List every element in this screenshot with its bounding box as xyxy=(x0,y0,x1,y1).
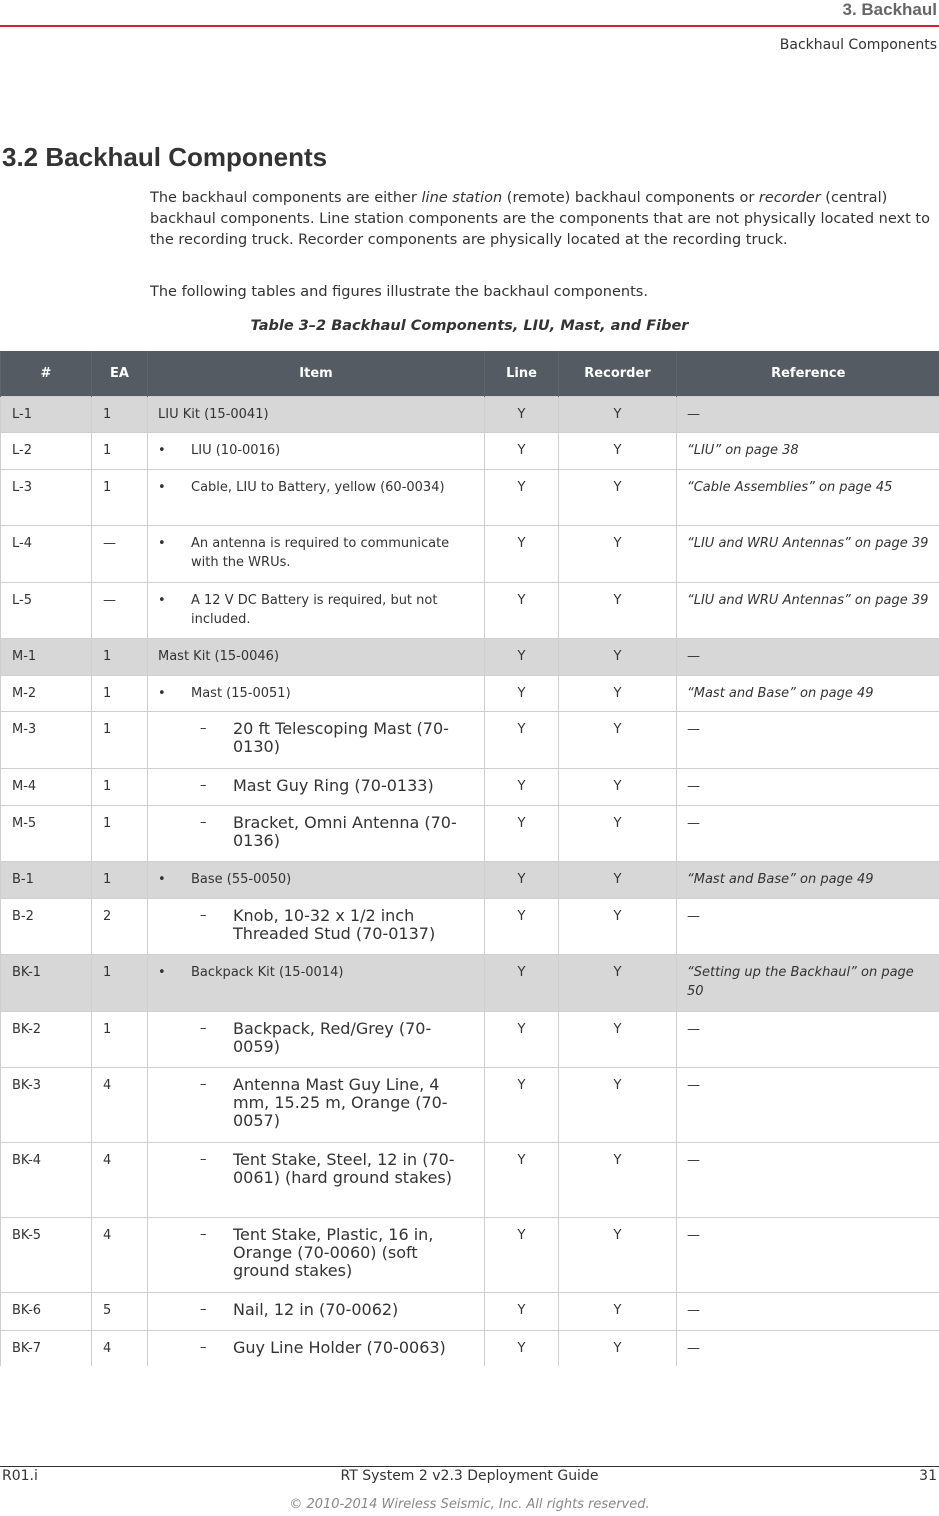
row-item-cell: LIU Kit (15-0041) xyxy=(148,397,485,433)
row-ea-cell: 5 xyxy=(92,1293,148,1331)
table-row xyxy=(1,862,939,899)
row-id-cell: BK-3 xyxy=(1,1068,92,1143)
row-line-cell: Y xyxy=(485,583,559,639)
row-id-cell: L-5 xyxy=(1,583,92,639)
table-row xyxy=(1,899,939,955)
footer-page-number: 31 xyxy=(919,1468,937,1484)
row-id-cell: M-5 xyxy=(1,806,92,862)
row-item-cell xyxy=(148,583,485,639)
row-item-cell xyxy=(148,862,485,899)
row-recorder-cell: Y xyxy=(559,676,677,712)
row-line-cell: Y xyxy=(485,712,559,769)
row-id-cell: BK-1 xyxy=(1,955,92,1012)
row-id-cell: L-2 xyxy=(1,433,92,470)
dash-icon: – xyxy=(200,908,207,923)
row-ea-cell: — xyxy=(92,526,148,583)
row-ea-cell: 4 xyxy=(92,1068,148,1143)
row-line-cell: Y xyxy=(485,676,559,712)
row-ea-cell: 2 xyxy=(92,899,148,955)
row-ea-cell: 4 xyxy=(92,1143,148,1218)
item-label: Antenna Mast Guy Line, 4 mm, 15.25 m, Orange (70-0057) xyxy=(233,1075,448,1130)
row-reference-cell: “Mast and Base” on page 49 xyxy=(677,676,939,712)
intro-text-a: The backhaul components are either xyxy=(150,190,422,206)
row-ea-cell: 1 xyxy=(92,806,148,862)
row-line-cell: Y xyxy=(485,899,559,955)
row-reference-cell: “Cable Assemblies” on page 45 xyxy=(677,470,939,526)
row-line-cell: Y xyxy=(485,639,559,676)
dash-icon: – xyxy=(200,1302,207,1317)
col-header-item: Item xyxy=(148,351,485,397)
row-line-cell: Y xyxy=(485,806,559,862)
dash-icon: – xyxy=(200,1227,207,1242)
table-row xyxy=(1,1218,939,1293)
dash-icon: – xyxy=(200,1021,207,1036)
row-id-cell: BK-7 xyxy=(1,1331,92,1369)
row-recorder-cell: Y xyxy=(559,583,677,639)
table-row xyxy=(1,1068,939,1143)
item-label: Knob, 10-32 x 1/2 inch Threaded Stud (70-0137) xyxy=(233,906,436,943)
row-item-cell xyxy=(148,1068,485,1143)
item-label: Backpack Kit (15-0014) xyxy=(191,965,344,980)
dash-icon: – xyxy=(200,721,207,736)
row-id-cell: M-2 xyxy=(1,676,92,712)
bullet-icon: • xyxy=(158,593,166,608)
row-id-cell: B-1 xyxy=(1,862,92,899)
item-label: Base (55-0050) xyxy=(191,872,292,887)
row-recorder-cell: Y xyxy=(559,1068,677,1143)
table-row xyxy=(1,676,939,712)
row-recorder-cell: Y xyxy=(559,769,677,806)
row-id-cell: BK-5 xyxy=(1,1218,92,1293)
row-ea-cell: 1 xyxy=(92,470,148,526)
intro-text-b: (remote) backhaul components or xyxy=(502,190,759,206)
item-label: A 12 V DC Battery is required, but not included. xyxy=(191,593,438,627)
row-item-cell xyxy=(148,955,485,1012)
table-row xyxy=(1,639,939,676)
row-reference-cell: — xyxy=(677,1293,939,1331)
row-ea-cell: 1 xyxy=(92,397,148,433)
table-body xyxy=(1,397,939,1369)
table-row xyxy=(1,712,939,769)
row-line-cell: Y xyxy=(485,1331,559,1369)
intro-paragraph-2: The following tables and figures illustrate the backhaul components. xyxy=(150,284,648,300)
col-header-number: # xyxy=(1,351,92,397)
row-reference-cell: — xyxy=(677,1331,939,1369)
item-label: Nail, 12 in (70-0062) xyxy=(233,1300,399,1319)
row-line-cell: Y xyxy=(485,470,559,526)
header-rule xyxy=(0,25,939,27)
table-row xyxy=(1,470,939,526)
bullet-icon: • xyxy=(158,480,166,495)
row-item-cell xyxy=(148,712,485,769)
row-recorder-cell: Y xyxy=(559,1293,677,1331)
dash-icon: – xyxy=(200,1077,207,1092)
row-reference-cell: — xyxy=(677,1012,939,1068)
row-reference-cell: — xyxy=(677,1068,939,1143)
row-line-cell: Y xyxy=(485,1218,559,1293)
item-label: Mast Guy Ring (70-0133) xyxy=(233,776,434,795)
row-reference-cell: “LIU and WRU Antennas” on page 39 xyxy=(677,583,939,639)
footer-revision: R01.i xyxy=(2,1468,38,1484)
dash-icon: – xyxy=(200,778,207,793)
row-ea-cell: 1 xyxy=(92,433,148,470)
row-ea-cell: 1 xyxy=(92,1012,148,1068)
row-recorder-cell: Y xyxy=(559,1143,677,1218)
item-label: Bracket, Omni Antenna (70-0136) xyxy=(233,813,457,850)
footer-guide-title: RT System 2 v2.3 Deployment Guide xyxy=(340,1468,599,1484)
row-item-cell xyxy=(148,1012,485,1068)
row-recorder-cell: Y xyxy=(559,862,677,899)
components-table xyxy=(0,351,939,1369)
row-recorder-cell: Y xyxy=(559,433,677,470)
row-line-cell: Y xyxy=(485,433,559,470)
item-label: An antenna is required to communicate with the WRUs. xyxy=(191,536,450,570)
row-ea-cell: 1 xyxy=(92,676,148,712)
row-item-cell: Mast Kit (15-0046) xyxy=(148,639,485,676)
row-item-cell xyxy=(148,899,485,955)
row-reference-cell: “Setting up the Backhaul” on page 50 xyxy=(677,955,939,1012)
row-ea-cell: 1 xyxy=(92,769,148,806)
row-recorder-cell: Y xyxy=(559,1331,677,1369)
intro-paragraph xyxy=(150,188,936,251)
row-reference-cell: — xyxy=(677,1218,939,1293)
dash-icon: – xyxy=(200,815,207,830)
intro-term-recorder: recorder xyxy=(758,190,821,206)
row-id-cell: L-4 xyxy=(1,526,92,583)
row-item-cell xyxy=(148,526,485,583)
row-ea-cell: 4 xyxy=(92,1331,148,1369)
row-recorder-cell: Y xyxy=(559,639,677,676)
row-id-cell: BK-4 xyxy=(1,1143,92,1218)
row-reference-cell: — xyxy=(677,899,939,955)
chapter-title: 3. Backhaul xyxy=(842,0,937,19)
row-id-cell: B-2 xyxy=(1,899,92,955)
row-id-cell: M-1 xyxy=(1,639,92,676)
row-line-cell: Y xyxy=(485,769,559,806)
table-row xyxy=(1,769,939,806)
table-row xyxy=(1,1331,939,1369)
row-reference-cell: — xyxy=(677,712,939,769)
bullet-icon: • xyxy=(158,686,166,701)
row-line-cell: Y xyxy=(485,862,559,899)
row-recorder-cell: Y xyxy=(559,470,677,526)
row-id-cell: BK-2 xyxy=(1,1012,92,1068)
row-ea-cell: 1 xyxy=(92,862,148,899)
row-item-cell xyxy=(148,433,485,470)
row-item-cell xyxy=(148,1143,485,1218)
row-item-cell xyxy=(148,769,485,806)
row-ea-cell: 1 xyxy=(92,712,148,769)
row-recorder-cell: Y xyxy=(559,397,677,433)
table-row xyxy=(1,1012,939,1068)
bullet-icon: • xyxy=(158,965,166,980)
table-row xyxy=(1,806,939,862)
item-label: Guy Line Holder (70-0063) xyxy=(233,1338,446,1357)
row-reference-cell: — xyxy=(677,639,939,676)
item-label: LIU (10-0016) xyxy=(191,443,281,458)
row-line-cell: Y xyxy=(485,526,559,583)
row-reference-cell: — xyxy=(677,397,939,433)
row-line-cell: Y xyxy=(485,397,559,433)
row-id-cell: BK-6 xyxy=(1,1293,92,1331)
row-recorder-cell: Y xyxy=(559,899,677,955)
row-id-cell: L-1 xyxy=(1,397,92,433)
row-recorder-cell: Y xyxy=(559,1218,677,1293)
row-line-cell: Y xyxy=(485,1068,559,1143)
row-reference-cell: “LIU and WRU Antennas” on page 39 xyxy=(677,526,939,583)
col-header-recorder: Recorder xyxy=(559,351,677,397)
row-recorder-cell: Y xyxy=(559,955,677,1012)
row-reference-cell: — xyxy=(677,769,939,806)
row-id-cell: L-3 xyxy=(1,470,92,526)
item-label: Backpack, Red/Grey (70-0059) xyxy=(233,1019,432,1056)
row-item-cell xyxy=(148,806,485,862)
intro-term-line-station: line station xyxy=(421,190,503,206)
row-recorder-cell: Y xyxy=(559,806,677,862)
table-row xyxy=(1,1293,939,1331)
item-label: 20 ft Telescoping Mast (70-0130) xyxy=(233,719,449,756)
item-label: Tent Stake, Steel, 12 in (70-0061) (hard ground stakes) xyxy=(233,1150,455,1187)
item-label: Mast (15-0051) xyxy=(191,686,291,701)
row-line-cell: Y xyxy=(485,955,559,1012)
item-label: Tent Stake, Plastic, 16 in, Orange (70-0060) (soft ground stakes) xyxy=(233,1225,434,1280)
row-line-cell: Y xyxy=(485,1143,559,1218)
row-recorder-cell: Y xyxy=(559,1012,677,1068)
table-row xyxy=(1,433,939,470)
section-heading: 3.2 Backhaul Components xyxy=(2,142,328,172)
col-header-reference: Reference xyxy=(677,351,939,397)
col-header-ea: EA xyxy=(92,351,148,397)
row-ea-cell: — xyxy=(92,583,148,639)
row-recorder-cell: Y xyxy=(559,712,677,769)
row-reference-cell: — xyxy=(677,1143,939,1218)
footer-rule xyxy=(0,1466,939,1467)
row-ea-cell: 4 xyxy=(92,1218,148,1293)
row-item-cell xyxy=(148,1218,485,1293)
row-ea-cell: 1 xyxy=(92,639,148,676)
table-row xyxy=(1,526,939,583)
table-row xyxy=(1,955,939,1012)
bullet-icon: • xyxy=(158,872,166,887)
bullet-icon: • xyxy=(158,443,166,458)
table-row xyxy=(1,583,939,639)
table-cutoff xyxy=(0,1366,939,1380)
footer-copyright: © 2010-2014 Wireless Seismic, Inc. All rights reserved. xyxy=(289,1497,650,1512)
intro-text-c: (central) backhaul components. Line station components are the components that are not physically located next to the recording truck. Recorder components are physically located at the recording truck. xyxy=(150,190,930,248)
row-reference-cell: “LIU” on page 38 xyxy=(677,433,939,470)
section-subtitle: Backhaul Components xyxy=(779,37,937,53)
table-row xyxy=(1,397,939,433)
row-line-cell: Y xyxy=(485,1012,559,1068)
row-reference-cell: “Mast and Base” on page 49 xyxy=(677,862,939,899)
row-ea-cell: 1 xyxy=(92,955,148,1012)
dash-icon: – xyxy=(200,1152,207,1167)
row-item-cell xyxy=(148,470,485,526)
table-row xyxy=(1,1143,939,1218)
row-item-cell xyxy=(148,1331,485,1369)
row-item-cell xyxy=(148,1293,485,1331)
table-caption: Table 3–2 Backhaul Components, LIU, Mast, and Fiber xyxy=(250,318,689,334)
item-label: Cable, LIU to Battery, yellow (60-0034) xyxy=(191,480,445,495)
dash-icon: – xyxy=(200,1340,207,1355)
bullet-icon: • xyxy=(158,536,166,551)
row-line-cell: Y xyxy=(485,1293,559,1331)
row-id-cell: M-3 xyxy=(1,712,92,769)
col-header-line: Line xyxy=(485,351,559,397)
row-recorder-cell: Y xyxy=(559,526,677,583)
row-reference-cell: — xyxy=(677,806,939,862)
table-header-row xyxy=(1,351,939,397)
row-id-cell: M-4 xyxy=(1,769,92,806)
row-item-cell xyxy=(148,676,485,712)
